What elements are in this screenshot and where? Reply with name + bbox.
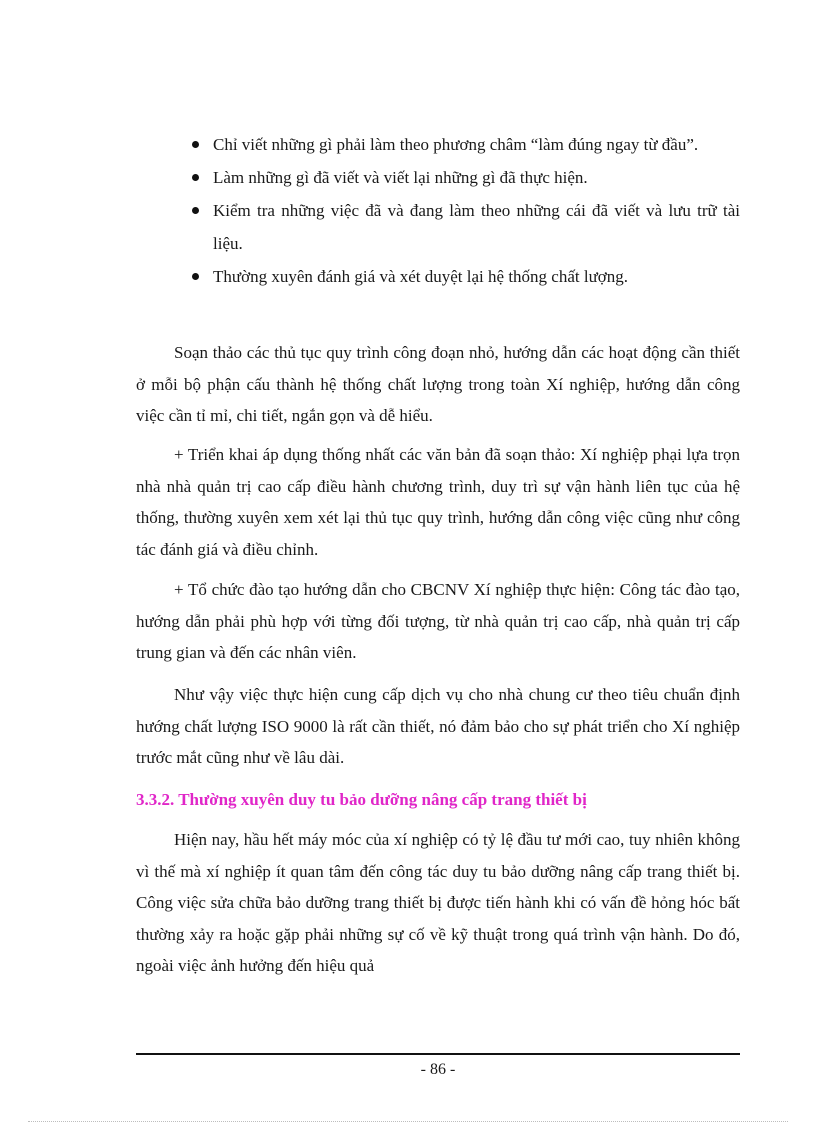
bullet-text: Kiểm tra những việc đã và đang làm theo những cái đã viết và lưu trữ tài liệu. — [213, 201, 740, 253]
bullet-list — [136, 128, 740, 293]
paragraph-iso-conclusion: Như vậy việc thực hiện cung cấp dịch vụ cho nhà chung cư theo tiêu chuẩn định hướng chất lượng ISO 9000 là rất cần thiết, nó đảm bảo cho sự phát triển cho Xí nghiệp trước mắt cũng như về lâu dài. — [136, 685, 740, 767]
section-heading: 3.3.2. Thường xuyên duy tu bảo dưỡng nâng cấp trang thiết bị — [136, 790, 587, 809]
footer-divider — [136, 1053, 740, 1055]
page-bottom-dotted-line — [28, 1121, 788, 1122]
bullet-dot-icon — [192, 207, 199, 214]
bullet-item — [136, 194, 740, 260]
paragraph-deploy-documents: + Triển khai áp dụng thống nhất các văn bản đã soạn thảo: Xí nghiệp phại lựa trọn nhà nhà quản trị cao cấp điều hành chương trình, duy trì sự vận hành liên tục của hệ thống, thường xuyên xem xét lại thủ tục quy trình, hướng dẫn công việc cũng như công tác đánh giá và điều chỉnh. — [136, 445, 740, 559]
bullet-item — [136, 128, 740, 161]
bullet-text: Làm những gì đã viết và viết lại những gì đã thực hiện. — [213, 168, 588, 187]
bullet-text: Thường xuyên đánh giá và xét duyệt lại hệ thống chất lượng. — [213, 267, 629, 286]
bullet-item — [136, 260, 740, 293]
paragraph-drafting-procedures: Soạn thảo các thủ tục quy trình công đoạn nhỏ, hướng dẫn các hoạt động cần thiết ở mỗi bộ phận cấu thành hệ thống chất lượng trong toàn Xí nghiệp, hướng dẫn công việc cần tỉ mỉ, chi tiết, ngắn gọn và dễ hiểu. — [136, 343, 740, 425]
page-number: - 86 - — [420, 1061, 456, 1078]
bullet-text: Chỉ viết những gì phải làm theo phương châm “làm đúng ngay từ đầu”. — [213, 135, 699, 154]
bullet-dot-icon — [192, 174, 199, 181]
paragraph-equipment-maintenance: Hiện nay, hầu hết máy móc của xí nghiệp có tỷ lệ đầu tư mới cao, tuy nhiên không vì thế mà xí nghiệp ít quan tâm đến công tác duy tu bảo dưỡng nâng cấp trang thiết bị. Công việc sửa chữa bảo dưỡng trang thiết bị được tiến hành khi có vấn đề hỏng hóc bất thường xảy ra hoặc gặp phải những sự cố về kỹ thuật trong quá trình vận hành. Do đó, ngoài việc ảnh hưởng đến hiệu quả — [136, 830, 740, 975]
paragraph-staff-training: + Tổ chức đào tạo hướng dẫn cho CBCNV Xí nghiệp thực hiện: Công tác đào tạo, hướng dẫn phải phù hợp với từng đối tượng, từ nhà quản trị cao cấp, nhà quản trị cấp trung gian và đến các nhân viên. — [136, 580, 740, 662]
bullet-item — [136, 161, 740, 194]
bullet-dot-icon — [192, 273, 199, 280]
bullet-dot-icon — [192, 141, 199, 148]
